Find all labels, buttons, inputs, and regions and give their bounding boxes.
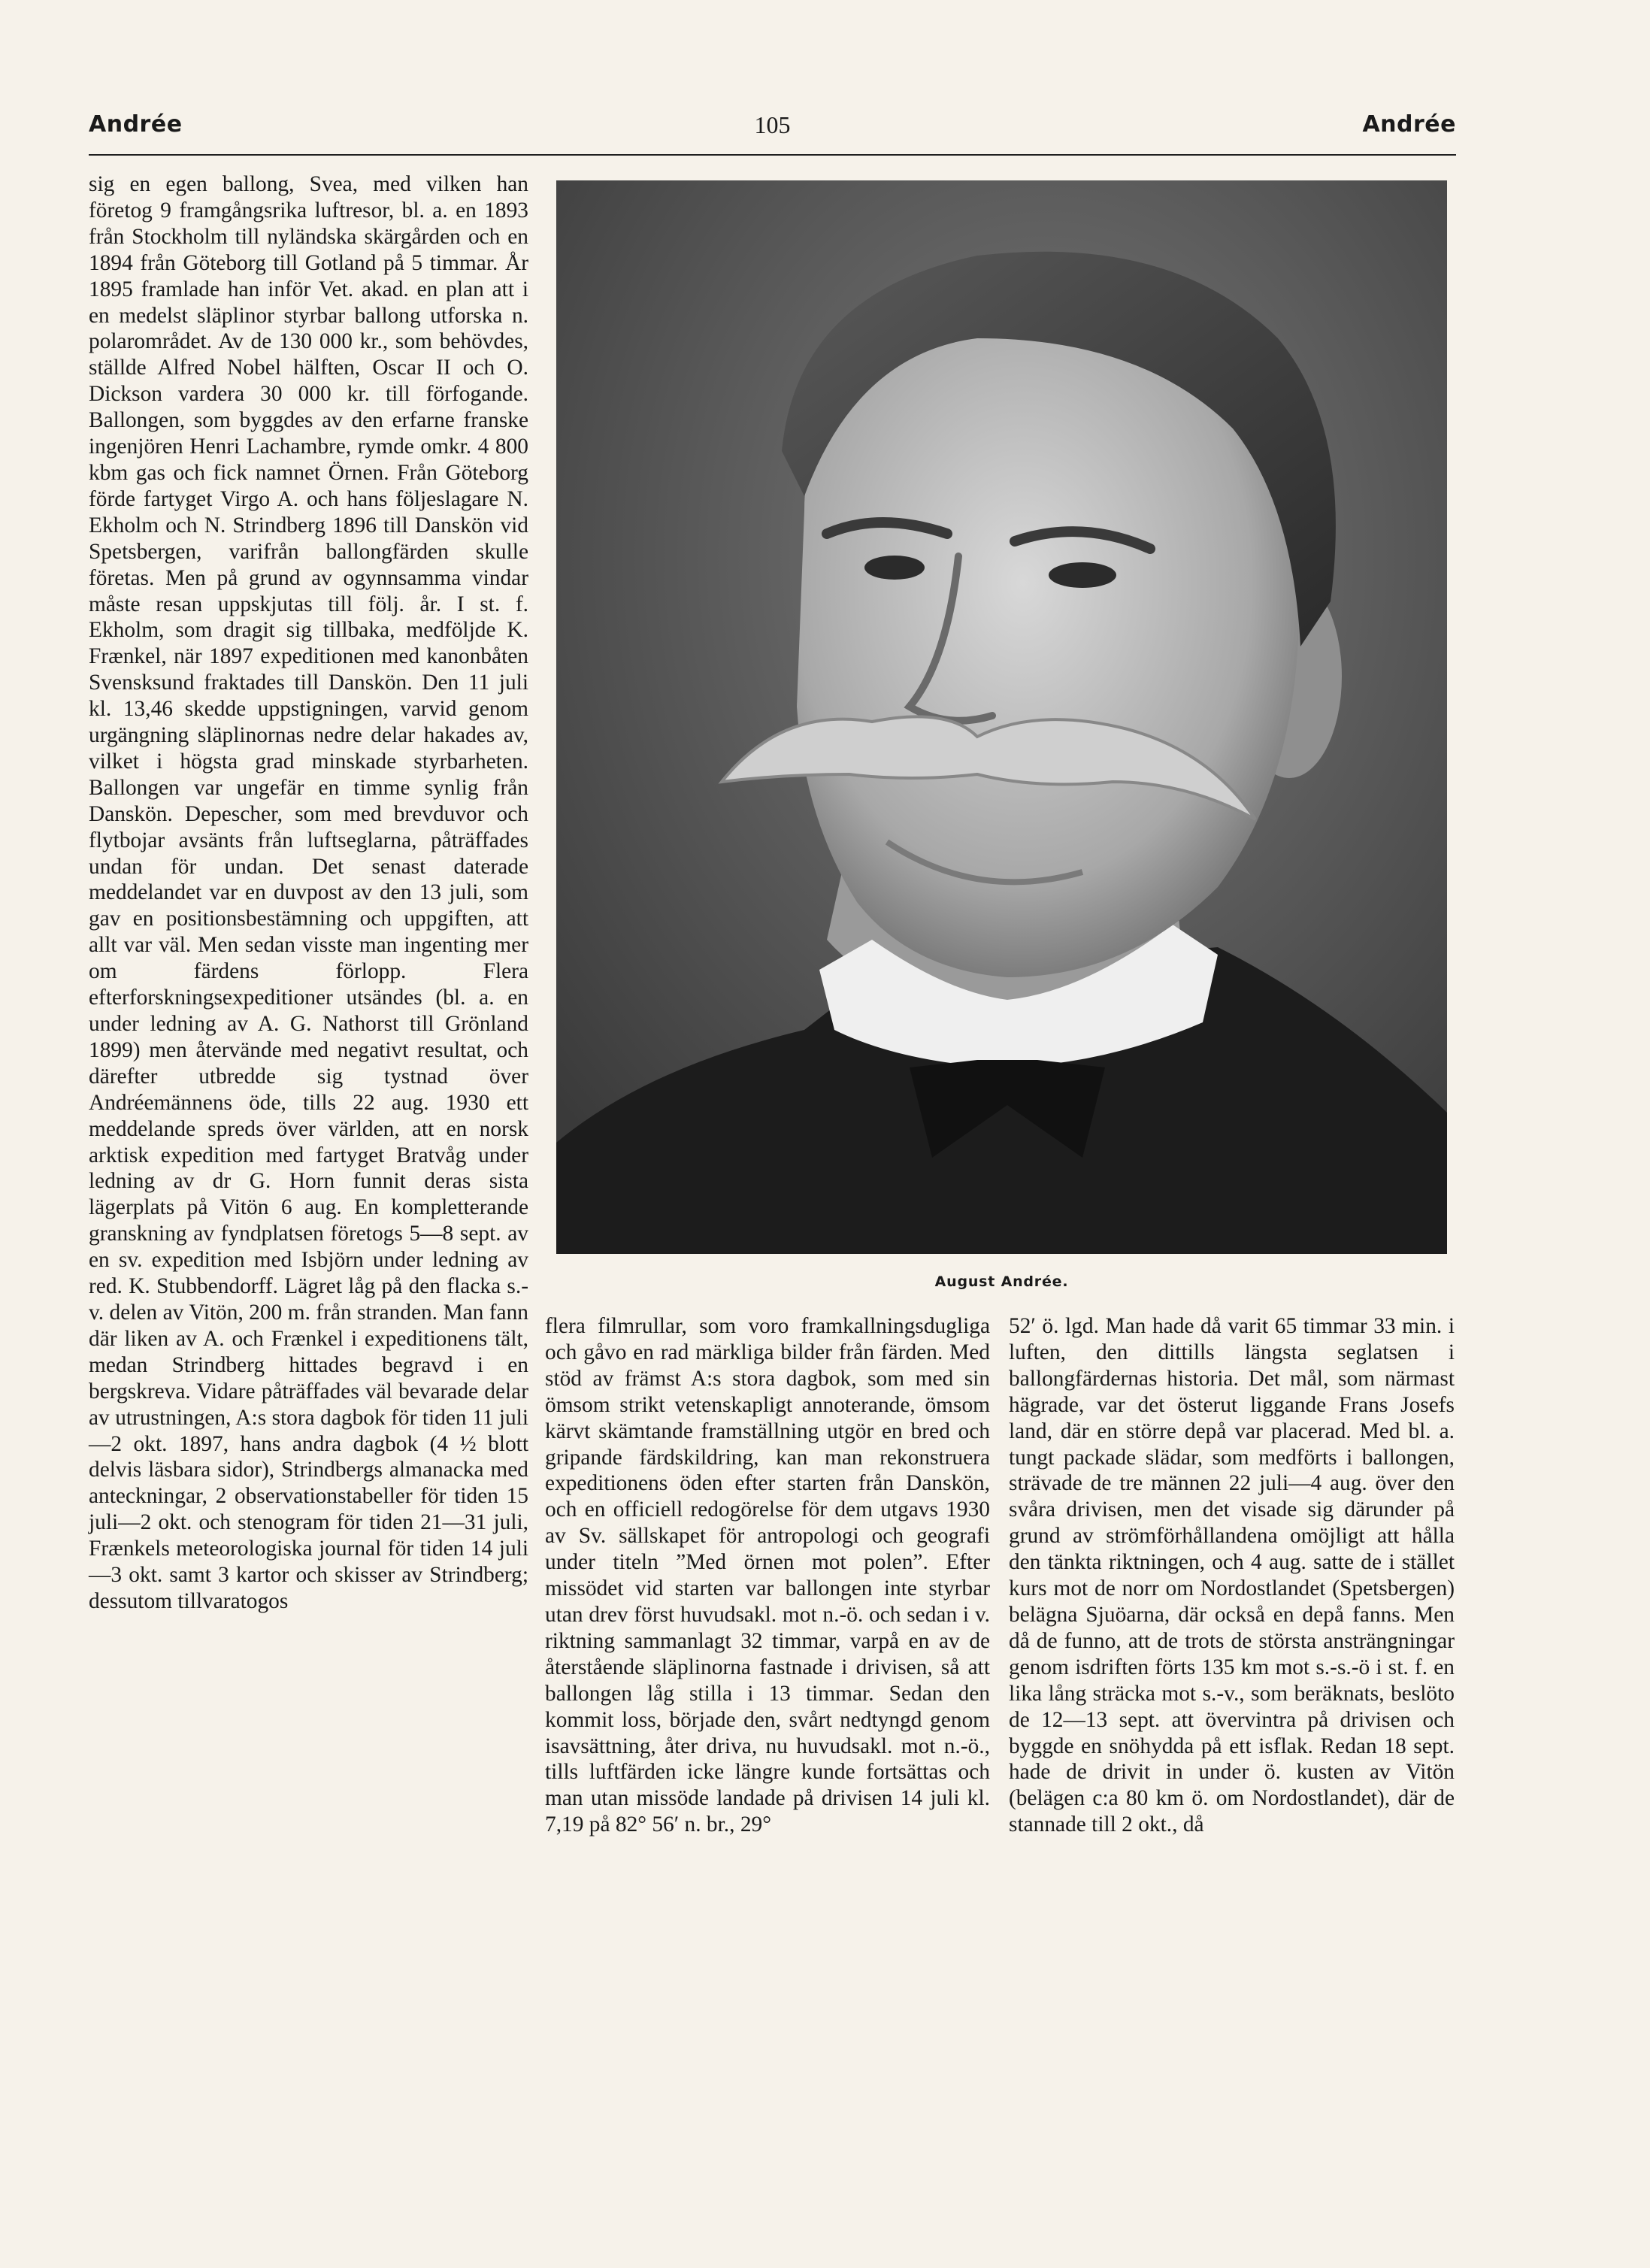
text-column-1 bbox=[89, 171, 528, 1615]
running-head-right: Andrée bbox=[1362, 111, 1456, 138]
column-1-text: sig en egen ballong, Svea, med vilken han företog 9 framgångsrika luftresor, bl. a. en 1893 från Stockholm till nyländska skärgården och en 1894 från Göteborg till Gotland på 5 timmar. År 1895 framlade han inför Vet. akad. en plan att i en medelst släplinor styrbar ballong utforska n. polarområdet. Av de 130 000 kr., som behövdes, ställde Alfred Nobel hälften, Oscar II och O. Dickson vardera 30 000 kr. till förfogande. Ballongen, som byggdes av den erfarne franske ingenjören Henri Lachambre, rymde omkr. 4 800 kbm gas och fick namnet Örnen. Från Göteborg förde fartyget Virgo A. och hans följeslagare N. Ekholm och N. Strindberg 1896 till Danskön vid Spetsbergen, varifrån ballongfärden skulle företas. Men på grund av ogynnsamma vindar måste resan uppskjutas till följ. år. I st. f. Ekholm, som dragit sig tillbaka, medföljde K. Frænkel, när 1897 expeditionen med kanonbåten Svensksund fraktades till Danskön. Den 11 juli kl. 13,46 skedde uppstigningen, varvid genom urgängning släplinornas nedre delar hakades av, vilket i högsta grad minskade styrbarheten. Ballongen var ungefär en timme synlig från Danskön. Depescher, som med brevduvor och flytbojar avsänts från luftseglarna, påträffades undan för undan. Det senast daterade meddelandet var en duvpost av den 13 juli, som gav en positionsbestämning och uppgiften, att allt var väl. Men sedan visste man ingenting mer om färdens förlopp. Flera efterforskningsexpeditioner utsändes (bl. a. en under ledning av A. G. Nathorst till Grönland 1899) men återvände med negativt resultat, och därefter utbredde sig tystnad över Andréemännens öde, tills 22 aug. 1930 ett meddelande spreds över världen, att en norsk arktisk expedition med fartyget Bratvåg under ledning av dr G. Horn funnit deras sista lägerplats på Vitön 6 aug. En kompletterande granskning av fyndplatsen företogs 5—8 sept. av en sv. expedition med Isbjörn under ledning av red. K. Stubbendorff. Lägret låg på den flacka s.-v. delen av Vitön, 200 m. från stranden. Man fann där liken av A. och Frænkel i expeditionens tält, medan Strindberg hittades begravd i en bergskreva. Vidare påträffades väl bevarade delar av utrustningen, A:s stora dagbok för tiden 11 juli—2 okt. 1897, hans andra dagbok (4 ½ blott delvis läsbara sidor), Strindbergs almanacka med anteckningar, 2 observationstabeller för tiden 15 juli—2 okt. och stenogram för tiden 21—31 juli, Frænkels meteorologiska journal för tiden 14 juli—3 okt. samt 3 kartor och skisser av Strindberg; dessutom tillvaratogos bbox=[89, 172, 528, 1613]
text-column-2 bbox=[545, 1313, 990, 1838]
column-3-text: 52′ ö. lgd. Man hade då varit 65 timmar 33 min. i luften, den dittills längsta seglatsen i ballongfärdernas historia. Det mål, som närmast hägrade, var det österut liggande Frans Josefs land, där en större depå var placerad. Med bl. a. tungt packade slädar, som medförts i ballongen, strävade de tre männen 22 juli—4 aug. över den svåra drivisen, men det visade sig därunder på grund av strömförhållandena omöjligt att hålla den tänkta riktningen, och 4 aug. satte de i stället kurs mot de norr om Nordostlandet (Spetsbergen) belägna Sjuöarna, där också en depå fanns. Men då de funno, att de trots de största ansträngningar genom isdriften förts 135 km mot s.-s.-ö i st. f. en lika lång sträcka mot s.-v., som beräknats, beslöto de 12—13 sept. att övervintra på drivisen och byggde en snöhydda på ett isflak. Redan 18 sept. hade de drivit in under ö. kusten av Vitön (belägen c:a 80 km ö. om Nordostlandet), där de stannade till 2 okt., då bbox=[1009, 1314, 1455, 1837]
running-header bbox=[89, 111, 1456, 153]
portrait-photo bbox=[556, 180, 1447, 1254]
text-column-3 bbox=[1009, 1313, 1455, 1838]
column-2-text: flera filmrullar, som voro framkallningsdugliga och gåvo en rad märkliga bilder från färden. Med stöd av främst A:s stora dagbok, som med sin ömsom strikt vetenskapligt annoterande, ömsom kärvt skämtande framställning utgör en bred och gripande färdskildring, kan man rekonstruera expeditionens öden efter starten från Danskön, och en officiell redogörelse för dem utgavs 1930 av Sv. sällskapet för antropologi och geografi under titeln ”Med örnen mot polen”. Efter missödet vid starten var ballongen inte styrbar utan drev först huvudsakl. mot n.-ö. och sedan i v. riktning sammanlagt 32 timmar, varpå en av de återstående släplinorna fastnade i drivisen, så att ballongen låg stilla i 13 timmar. Sedan den kommit loss, började den, svårt nedtyngd genom isavsättning, åter driva, nu huvudsakl. mot n.-ö., tills luftfärden icke längre kunde fortsättas och man utan missöde landade på drivisen 14 juli kl. 7,19 på 82° 56′ n. br., 29° bbox=[545, 1314, 990, 1837]
header-rule bbox=[89, 154, 1456, 156]
portrait-illustration bbox=[556, 180, 1447, 1254]
page-number: 105 bbox=[754, 111, 791, 138]
running-head-left: Andrée bbox=[89, 111, 183, 138]
photo-caption: August Andrée. bbox=[934, 1273, 1069, 1290]
